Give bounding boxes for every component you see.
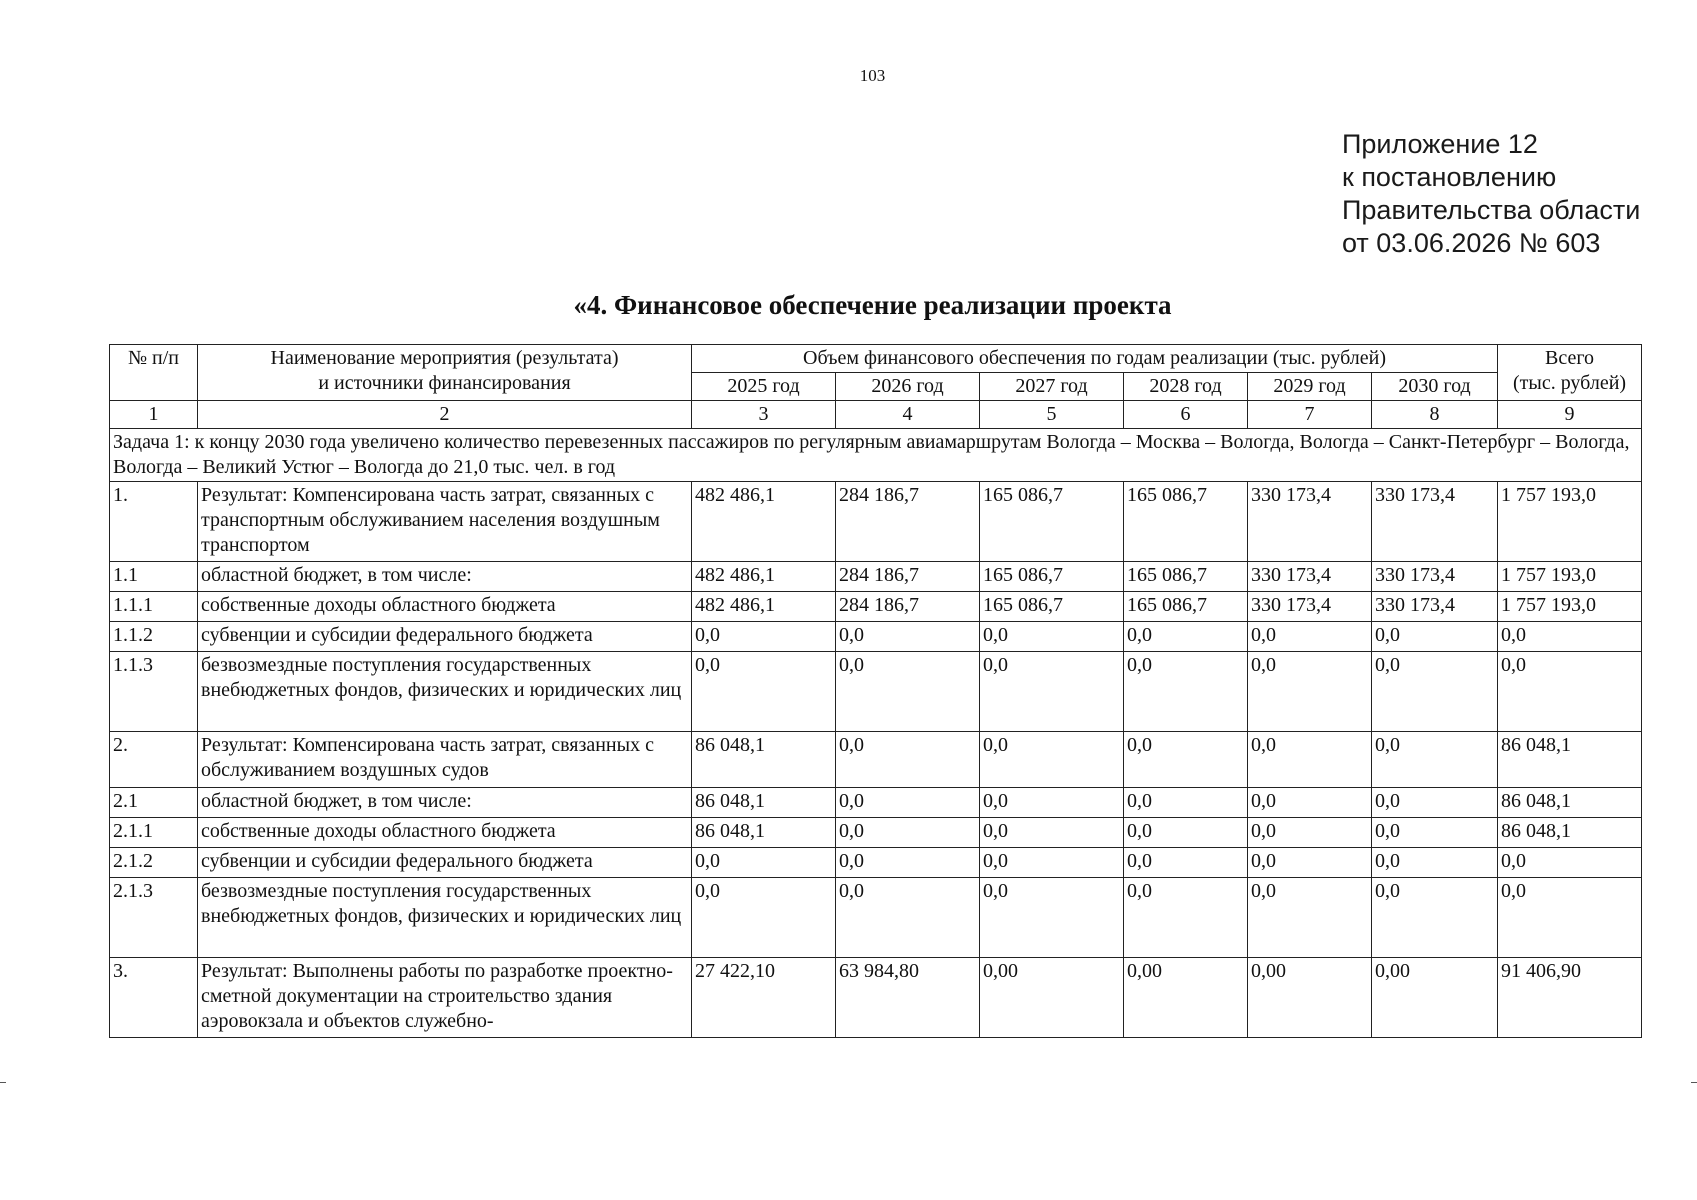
row-name: Результат: Компенсирована часть затрат, связанных с обслуживанием воздушных судов bbox=[198, 732, 692, 788]
row-value: 330 173,4 bbox=[1372, 562, 1498, 592]
header-name-line: и источники финансирования bbox=[318, 372, 571, 394]
row-value: 0,0 bbox=[1124, 848, 1248, 878]
table-row bbox=[110, 732, 1642, 788]
row-name: областной бюджет, в том числе: bbox=[198, 562, 692, 592]
row-total: 0,0 bbox=[1498, 848, 1642, 878]
row-value: 0,0 bbox=[1248, 878, 1372, 958]
row-value: 0,0 bbox=[836, 622, 980, 652]
row-value: 0,0 bbox=[980, 848, 1124, 878]
row-value: 330 173,4 bbox=[1248, 592, 1372, 622]
row-value: 63 984,80 bbox=[836, 958, 980, 1038]
column-number: 5 bbox=[980, 401, 1124, 429]
row-value: 0,0 bbox=[1248, 652, 1372, 732]
row-name: областной бюджет, в том числе: bbox=[198, 788, 692, 818]
row-value: 0,0 bbox=[980, 818, 1124, 848]
row-value: 0,0 bbox=[1372, 732, 1498, 788]
row-number: 2. bbox=[110, 732, 198, 788]
row-name: субвенции и субсидии федерального бюджета bbox=[198, 622, 692, 652]
row-value: 165 086,7 bbox=[1124, 562, 1248, 592]
row-total: 0,0 bbox=[1498, 652, 1642, 732]
page-number: 103 bbox=[859, 66, 886, 85]
row-value: 165 086,7 bbox=[980, 482, 1124, 562]
row-value: 0,0 bbox=[1124, 732, 1248, 788]
row-name: безвозмездные поступления государственных внебюджетных фондов, физических и юридических лиц bbox=[198, 878, 692, 958]
row-total: 1 757 193,0 bbox=[1498, 592, 1642, 622]
row-value: 0,0 bbox=[1124, 622, 1248, 652]
row-number: 2.1 bbox=[110, 788, 198, 818]
row-value: 86 048,1 bbox=[692, 818, 836, 848]
row-value: 0,0 bbox=[1124, 652, 1248, 732]
table-row bbox=[110, 622, 1642, 652]
row-value: 0,0 bbox=[980, 732, 1124, 788]
row-value: 0,0 bbox=[692, 622, 836, 652]
row-number: 1.1 bbox=[110, 562, 198, 592]
row-value: 0,0 bbox=[1372, 788, 1498, 818]
table-row bbox=[110, 878, 1642, 958]
table-header-row bbox=[110, 345, 1642, 373]
header-year: 2027 год bbox=[980, 373, 1124, 401]
task-row bbox=[110, 429, 1642, 482]
row-value: 284 186,7 bbox=[836, 482, 980, 562]
appendix-block bbox=[1342, 128, 1640, 260]
table-row bbox=[110, 818, 1642, 848]
row-value: 0,0 bbox=[836, 878, 980, 958]
column-number: 1 bbox=[110, 401, 198, 429]
row-value: 284 186,7 bbox=[836, 592, 980, 622]
column-number: 4 bbox=[836, 401, 980, 429]
row-value: 0,00 bbox=[1248, 958, 1372, 1038]
row-value: 0,0 bbox=[836, 732, 980, 788]
row-value: 330 173,4 bbox=[1372, 592, 1498, 622]
table-row bbox=[110, 848, 1642, 878]
row-value: 0,0 bbox=[980, 652, 1124, 732]
row-value: 0,0 bbox=[1248, 622, 1372, 652]
section-title: «4. Финансовое обеспечение реализации проекта bbox=[573, 290, 1172, 320]
row-number: 1.1.1 bbox=[110, 592, 198, 622]
row-value: 330 173,4 bbox=[1248, 482, 1372, 562]
table-row bbox=[110, 652, 1642, 732]
header-total bbox=[1498, 345, 1642, 401]
header-year: 2026 год bbox=[836, 373, 980, 401]
row-value: 165 086,7 bbox=[980, 562, 1124, 592]
row-value: 27 422,10 bbox=[692, 958, 836, 1038]
row-number: 2.1.2 bbox=[110, 848, 198, 878]
table-row bbox=[110, 592, 1642, 622]
row-value: 0,0 bbox=[692, 878, 836, 958]
row-value: 0,0 bbox=[836, 818, 980, 848]
row-number: 1.1.2 bbox=[110, 622, 198, 652]
header-year: 2029 год bbox=[1248, 373, 1372, 401]
header-year: 2030 год bbox=[1372, 373, 1498, 401]
row-value: 165 086,7 bbox=[980, 592, 1124, 622]
row-total: 91 406,90 bbox=[1498, 958, 1642, 1038]
scan-edge-mark bbox=[1691, 1082, 1697, 1083]
row-value: 284 186,7 bbox=[836, 562, 980, 592]
row-name: Результат: Компенсирована часть затрат, связанных с транспортным обслуживанием населения воздушным транспортом bbox=[198, 482, 692, 562]
appendix-line: от 03.06.2026 № 603 bbox=[1342, 228, 1601, 258]
row-number: 3. bbox=[110, 958, 198, 1038]
row-value: 0,0 bbox=[1124, 878, 1248, 958]
table-row bbox=[110, 562, 1642, 592]
row-value: 0,0 bbox=[1248, 732, 1372, 788]
row-value: 0,0 bbox=[1372, 878, 1498, 958]
appendix-line: Приложение 12 bbox=[1342, 129, 1538, 159]
header-name bbox=[198, 345, 692, 401]
row-name: безвозмездные поступления государственных внебюджетных фондов, физических и юридических лиц bbox=[198, 652, 692, 732]
column-number: 2 bbox=[198, 401, 692, 429]
column-number: 3 bbox=[692, 401, 836, 429]
row-value: 0,0 bbox=[1124, 788, 1248, 818]
row-value: 0,0 bbox=[836, 848, 980, 878]
row-value: 86 048,1 bbox=[692, 788, 836, 818]
row-number: 2.1.3 bbox=[110, 878, 198, 958]
row-value: 0,0 bbox=[836, 652, 980, 732]
row-value: 0,0 bbox=[980, 622, 1124, 652]
header-total-line: (тыс. рублей) bbox=[1512, 372, 1627, 394]
row-value: 482 486,1 bbox=[692, 562, 836, 592]
row-name: Результат: Выполнены работы по разработке проектно-сметной документации на строительство здания аэровокзала и объектов служебно- bbox=[198, 958, 692, 1038]
row-value: 330 173,4 bbox=[1372, 482, 1498, 562]
row-value: 0,0 bbox=[1372, 848, 1498, 878]
table-row bbox=[110, 788, 1642, 818]
row-value: 330 173,4 bbox=[1248, 562, 1372, 592]
header-num: № п/п bbox=[110, 345, 198, 401]
row-total: 1 757 193,0 bbox=[1498, 562, 1642, 592]
column-number: 9 bbox=[1498, 401, 1642, 429]
header-year: 2028 год bbox=[1124, 373, 1248, 401]
row-number: 1.1.3 bbox=[110, 652, 198, 732]
row-value: 0,0 bbox=[836, 788, 980, 818]
row-value: 0,0 bbox=[1248, 818, 1372, 848]
row-total: 86 048,1 bbox=[1498, 788, 1642, 818]
column-number-row bbox=[110, 401, 1642, 429]
row-number: 1. bbox=[110, 482, 198, 562]
column-number: 8 bbox=[1372, 401, 1498, 429]
row-value: 0,0 bbox=[692, 848, 836, 878]
row-number: 2.1.1 bbox=[110, 818, 198, 848]
row-value: 0,0 bbox=[1124, 818, 1248, 848]
row-value: 0,0 bbox=[692, 652, 836, 732]
row-value: 165 086,7 bbox=[1124, 482, 1248, 562]
row-value: 0,0 bbox=[1248, 848, 1372, 878]
row-name: субвенции и субсидии федерального бюджета bbox=[198, 848, 692, 878]
task-text: Задача 1: к концу 2030 года увеличено количество перевезенных пассажиров по регулярным авиамаршрутам Вологда – Москва – Вологда, Вологда – Санкт-Петербург – Вологда, Вологда – Великий Устюг – Вологда до 21,0 тыс. чел. в год bbox=[110, 429, 1642, 482]
row-name: собственные доходы областного бюджета bbox=[198, 818, 692, 848]
table-row bbox=[110, 482, 1642, 562]
appendix-line: к постановлению bbox=[1342, 162, 1557, 192]
row-total: 86 048,1 bbox=[1498, 732, 1642, 788]
row-total: 86 048,1 bbox=[1498, 818, 1642, 848]
row-value: 0,0 bbox=[1248, 788, 1372, 818]
row-value: 0,0 bbox=[1372, 622, 1498, 652]
table-row bbox=[110, 958, 1642, 1038]
row-name: собственные доходы областного бюджета bbox=[198, 592, 692, 622]
row-value: 0,00 bbox=[1124, 958, 1248, 1038]
column-number: 6 bbox=[1124, 401, 1248, 429]
row-value: 0,0 bbox=[980, 788, 1124, 818]
row-total: 0,0 bbox=[1498, 878, 1642, 958]
row-value: 0,0 bbox=[1372, 652, 1498, 732]
row-value: 482 486,1 bbox=[692, 592, 836, 622]
header-year: 2025 год bbox=[692, 373, 836, 401]
appendix-line: Правительства области bbox=[1342, 195, 1641, 225]
row-value: 0,00 bbox=[1372, 958, 1498, 1038]
header-name-line: Наименование мероприятия (результата) bbox=[270, 347, 619, 369]
row-value: 0,0 bbox=[980, 878, 1124, 958]
scan-edge-mark bbox=[0, 1082, 6, 1083]
row-value: 482 486,1 bbox=[692, 482, 836, 562]
row-total: 1 757 193,0 bbox=[1498, 482, 1642, 562]
row-value: 0,0 bbox=[1372, 818, 1498, 848]
financing-table bbox=[109, 344, 1642, 1038]
row-value: 0,00 bbox=[980, 958, 1124, 1038]
row-value: 86 048,1 bbox=[692, 732, 836, 788]
header-total-line: Всего bbox=[1545, 347, 1595, 369]
row-value: 165 086,7 bbox=[1124, 592, 1248, 622]
row-total: 0,0 bbox=[1498, 622, 1642, 652]
header-volume: Объем финансового обеспечения по годам реализации (тыс. рублей) bbox=[692, 345, 1498, 373]
column-number: 7 bbox=[1248, 401, 1372, 429]
